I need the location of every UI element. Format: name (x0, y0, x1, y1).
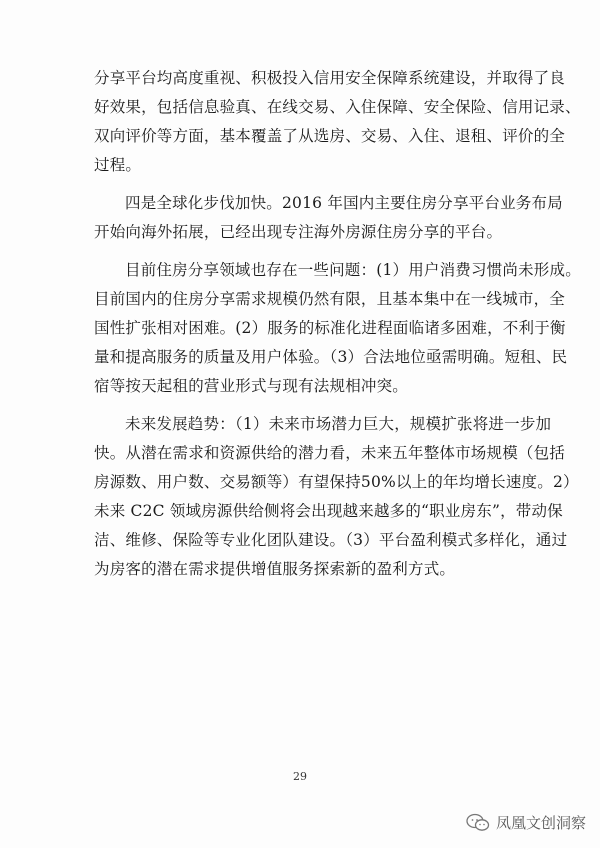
text-line: 开始向海外拓展，已经出现专注海外房源住房分享的平台。 (94, 223, 503, 241)
text-line: 未来发展趋势：（1）未来市场潜力巨大，规模扩张将进一步加 (125, 415, 552, 433)
watermark-text: 凤凰文创洞察 (495, 814, 586, 832)
paragraph-1 (94, 64, 581, 180)
text-line: 洁、维修、保险等专业化团队建设。（3）平台盈利模式多样化，通过 (94, 531, 568, 549)
paragraph-2 (94, 189, 563, 247)
text-line: 目前国内的住房分享需求规模仍然有限，且基本集中在一线城市，全 (94, 290, 566, 308)
text-line: 量和提高服务的质量及用户体验。（3）合法地位亟需明确。短租、民 (94, 348, 568, 366)
wechat-icon (466, 813, 490, 833)
paragraph-4 (94, 410, 579, 584)
text-line: 未来 C2C 领域房源供给侧将会出现越来越多的“职业房东”，带动保 (94, 502, 563, 520)
text-line: 目前住房分享领域也存在一些问题：(1）用户消费习惯尚未形成。 (125, 261, 581, 279)
text-line: 快。从潜在需求和资源供给的潜力看，未来五年整体市场规模（包括 (94, 444, 566, 462)
text-line: 宿等按天起租的营业形式与现有法规相冲突。 (94, 377, 409, 395)
text-line: 房源数、用户数、交易额等）有望保持50%以上的年均增长速度。2） (94, 473, 579, 491)
watermark (466, 812, 586, 833)
paragraph-3 (94, 256, 581, 401)
document-body (94, 64, 581, 584)
text-line: 国性扩张相对困难。(2）服务的标准化进程面临诸多困难，不利于衡 (94, 319, 566, 337)
text-line: 好效果，包括信息验真、在线交易、入住保障、安全保险、信用记录、 (94, 98, 581, 116)
text-line: 四是全球化步伐加快。2016 年国内主要住房分享平台业务布局 (125, 194, 563, 212)
text-line: 为房客的潜在需求提供增值服务探索新的盈利方式。 (94, 560, 456, 578)
text-line: 过程。 (94, 156, 142, 174)
text-line: 分享平台均高度重视、积极投入信用安全保障系统建设，并取得了良 (94, 69, 566, 87)
page-number: 29 (293, 770, 307, 783)
text-line: 双向评价等方面，基本覆盖了从选房、交易、入住、退租、评价的全 (94, 127, 566, 145)
